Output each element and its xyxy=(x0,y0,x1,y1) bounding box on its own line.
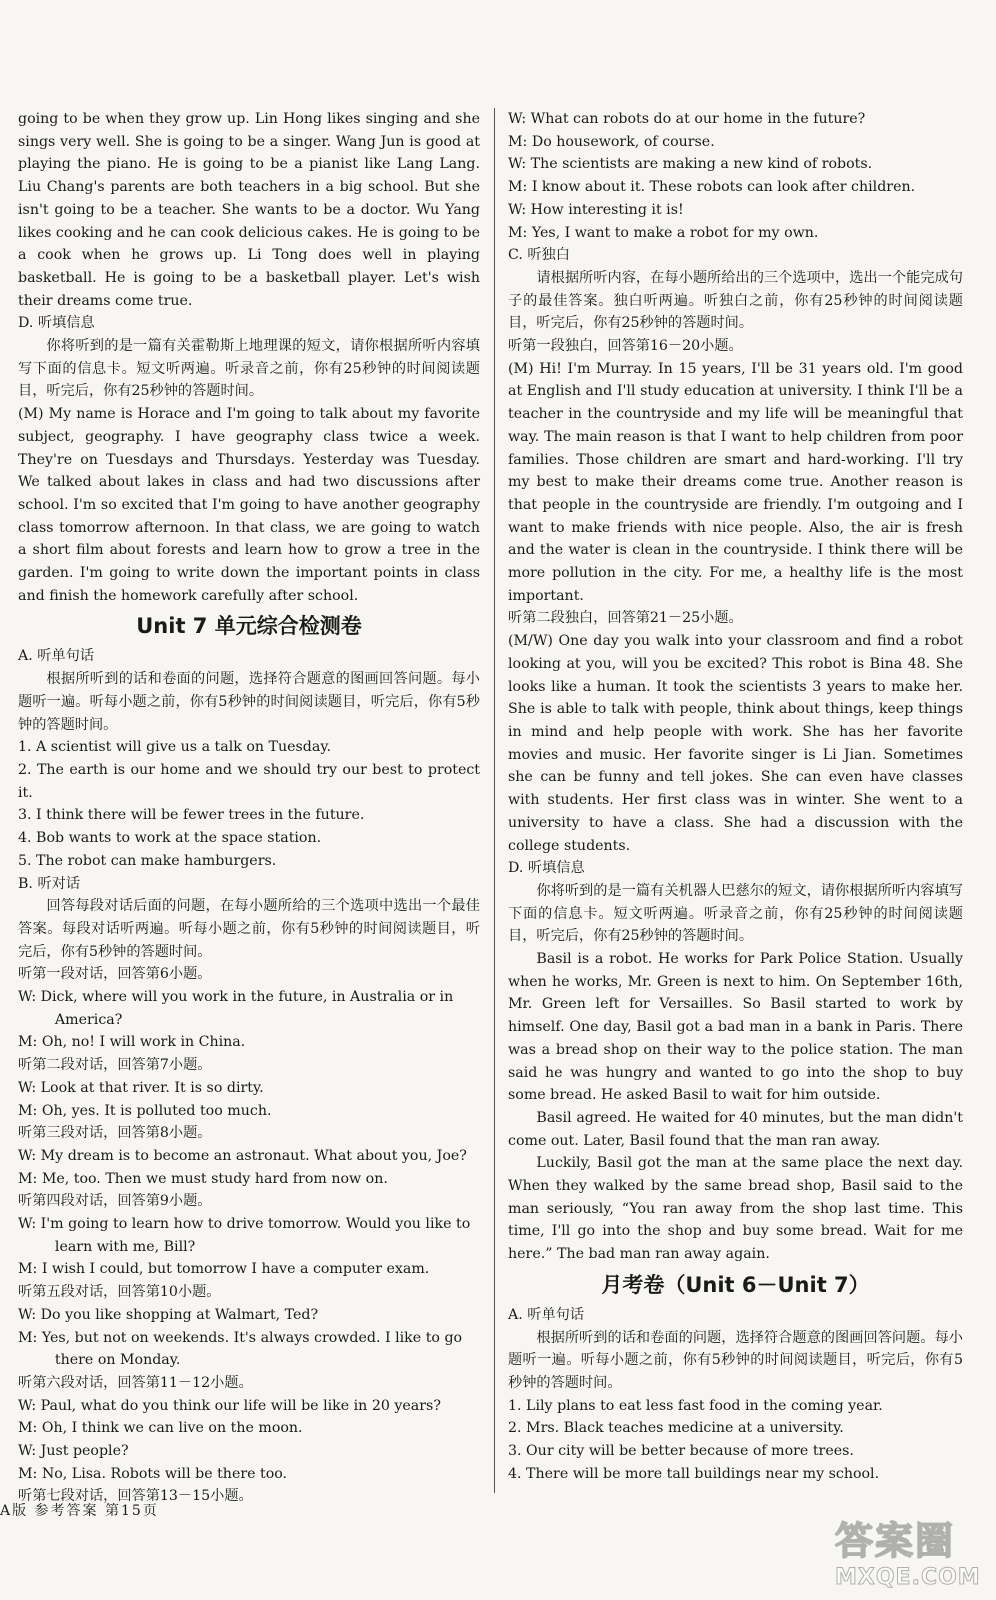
text-paragraph: Basil is a robot. He works for Park Police Station. Usually when he works, Mr. Green is next to him. On September 16th, Mr. Green left for Versailles. So Basil started to work by himself. One day, Basil got a bad man in a bank in Paris. There was a bread shop on their way to the police station. The man said he was hungry and wanted to go into the shop to buy some bread. He asked Basil to wait for him outside. xyxy=(508,951,963,1104)
text-paragraph: 根据所听到的话和卷面的问题，选择符合题意的图画回答问题。每小题听一遍。听每小题之前，你有5秒钟的时间阅读题目，听完后，你有5秒钟的答题时间。 xyxy=(18,671,480,733)
text-paragraph: 听第五段对话，回答第10小题。 xyxy=(18,1284,221,1301)
text-paragraph: going to be when they grow up. Lin Hong likes singing and she sings very well. She is going to be a singer. Wang Jun is good at playing the piano. He is going to be a pianist like Lang Lang. Liu Chang's parents are both teachers in a big school. But she isn't going to be a teacher. She wants to be a doctor. Wu Yang likes cooking and he can cook delicious cakes. He is going to be a cook when he grows up. Li Tong does well in playing basketball. He is going to be a basketball player. Let's wish their dreams come true. xyxy=(18,111,480,309)
text-paragraph: 3. Our city will be better because of more trees. xyxy=(508,1443,854,1460)
text-paragraph: 5. The robot can make hamburgers. xyxy=(18,852,277,869)
text-paragraph: M: No, Lisa. Robots will be there too. xyxy=(18,1465,288,1482)
text-paragraph: 听第四段对话，回答第9小题。 xyxy=(18,1193,212,1210)
page-footer: A版 参考答案 第15页 xyxy=(0,1503,159,1519)
text-paragraph: M: Oh, yes. It is polluted too much. xyxy=(18,1102,272,1119)
watermark-en: MXQE.COM xyxy=(835,1565,981,1590)
text-paragraph: M: Yes, but not on weekends. It's always crowded. I like to go there on Monday. xyxy=(18,1329,463,1369)
text-paragraph: 1. Lily plans to eat less fast food in the coming year. xyxy=(508,1397,883,1414)
text-paragraph: M: I know about it. These robots can look after children. xyxy=(508,179,916,196)
text-paragraph: W: How interesting it is! xyxy=(508,201,684,218)
text-paragraph: W: Look at that river. It is so dirty. xyxy=(18,1079,264,1096)
text-paragraph: 根据所听到的话和卷面的问题，选择符合题意的图画回答问题。每小题听一遍。听每小题之前，你有5秒钟的时间阅读题目，听完后，你有5秒钟的答题时间。 xyxy=(508,1329,963,1391)
text-paragraph: 1. A scientist will give us a talk on Tuesday. xyxy=(18,739,331,756)
left-column xyxy=(18,108,480,1508)
text-paragraph: M: Yes, I want to make a robot for my own. xyxy=(508,224,819,241)
text-paragraph: 回答每段对话后面的问题，在每小题所给的三个选项中选出一个最佳答案。每段对话听两遍。听每小题之前，你有5秒钟的时间阅读题目，听完后，你有5秒钟的答题时间。 xyxy=(18,898,480,960)
text-paragraph: M: I wish I could, but tomorrow I have a computer exam. xyxy=(18,1261,430,1278)
text-paragraph: Basil agreed. He waited for 40 minutes, but the man didn't come out. Later, Basil found that the man ran away. xyxy=(508,1109,963,1149)
text-paragraph: A. 听单句话 xyxy=(508,1306,585,1323)
text-paragraph: M: Do housework, of course. xyxy=(508,133,715,150)
text-paragraph: 4. Bob wants to work at the space station. xyxy=(18,830,322,847)
text-paragraph: 听第二段独白，回答第21－25小题。 xyxy=(508,610,743,627)
text-paragraph: W: Just people? xyxy=(18,1443,129,1460)
watermark-logo xyxy=(835,1510,985,1594)
text-paragraph: W: Dick, where will you work in the future, in Australia or in America? xyxy=(18,989,454,1028)
section-heading: 月考卷（Unit 6－Unit 7） xyxy=(601,1272,870,1297)
text-paragraph: (M) My name is Horace and I'm going to talk about my favorite subject, geography. I have geography class twice a week. They're on Tuesdays and Thursdays. Yesterday was Tuesday. We talked about lakes in class and had two discussions after school. I'm so excited that I'm going to have another geography class tomorrow afternoon. In that class, we are going to watch a short film about forests and learn how to grow a tree in the garden. I'm going to write down the important points in class and finish the homework carefully after school. xyxy=(18,406,480,604)
text-paragraph: 4. There will be more tall buildings near my school. xyxy=(508,1465,880,1482)
column-divider xyxy=(494,108,495,1493)
text-paragraph: D. 听填信息 xyxy=(508,860,585,877)
text-paragraph: W: My dream is to become an astronaut. What about you, Joe? xyxy=(18,1147,467,1164)
text-paragraph: (M) Hi! I'm Murray. In 15 years, I'll be 31 years old. I'm good at English and I'll study education at university. I think I'll be a teacher in the countryside and my life will be meaningful that way. The main reason is that I want to help children from poor families. Those children are smart and hard-working. I'll try my best to make their dreams come true. Another reason is that people in the countryside are friendly. I'm outgoing and I want to make friends with nice people. Also, the air is fresh and the water is clean in the countryside. I think there will be more pollution in the city. For me, a healthy life is the most important. xyxy=(508,360,963,604)
text-paragraph: 你将听到的是一篇有关霍勒斯上地理课的短文，请你根据所听内容填写下面的信息卡。短文听两遍。听录音之前，你有25秒钟的时间阅读题目，听完后，你有25秒钟的答题时间。 xyxy=(18,338,480,400)
text-paragraph: M: Me, too. Then we must study hard from now on. xyxy=(18,1170,388,1187)
text-paragraph: W: Paul, what do you think our life will be like in 20 years? xyxy=(18,1397,441,1414)
text-paragraph: B. 听对话 xyxy=(18,875,81,892)
text-paragraph: W: I'm going to learn how to drive tomorrow. Would you like to learn with me, Bill? xyxy=(18,1216,471,1255)
text-paragraph: 3. I think there will be fewer trees in the future. xyxy=(18,807,365,824)
text-paragraph: M: Oh, I think we can live on the moon. xyxy=(18,1420,303,1437)
text-paragraph: 听第一段独白，回答第16－20小题。 xyxy=(508,338,743,355)
text-paragraph: 2. Mrs. Black teaches medicine at a university. xyxy=(508,1420,844,1437)
text-paragraph: 听第七段对话，回答第13－15小题。 xyxy=(18,1488,253,1505)
text-paragraph: (M/W) One day you walk into your classroom and find a robot looking at you, will you be excited? This robot is Bina 48. She looks like a human. It took the scientists 3 years to make her. She is able to talk with people, think about things, keep things in mind and help people with work. She has her favorite movies and music. Her favorite singer is Li Jian. Sometimes she can be funny and tell jokes. She can even have classes with students. Her first class was in winter. She went to a university to have a class. She had a discussion with the college students. xyxy=(508,633,963,854)
text-paragraph: W: Do you like shopping at Walmart, Ted? xyxy=(18,1306,319,1323)
text-paragraph: A. 听单句话 xyxy=(18,648,95,665)
text-paragraph: 请根据所听内容，在每小题所给出的三个选项中，选出一个能完成句子的最佳答案。独白听两遍。听独白之前，你有25秒钟的时间阅读题目，听完后，你有25秒钟的答题时间。 xyxy=(508,269,963,332)
text-paragraph: 听第三段对话，回答第8小题。 xyxy=(18,1125,212,1142)
text-paragraph: W: The scientists are making a new kind of robots. xyxy=(508,156,873,173)
text-paragraph: W: What can robots do at our home in the future? xyxy=(508,111,866,127)
text-paragraph: C. 听独白 xyxy=(508,247,570,264)
text-paragraph: 听第六段对话，回答第11－12小题。 xyxy=(18,1374,253,1391)
right-column xyxy=(508,108,963,1485)
text-paragraph: 2. The earth is our home and we should try our best to protect it. xyxy=(18,761,480,801)
text-paragraph: 听第二段对话，回答第7小题。 xyxy=(18,1057,212,1074)
text-paragraph: 听第一段对话，回答第6小题。 xyxy=(18,966,212,983)
watermark-cn: 答案圈 xyxy=(835,1519,956,1563)
text-paragraph: D. 听填信息 xyxy=(18,315,95,332)
text-paragraph: M: Oh, no! I will work in China. xyxy=(18,1034,246,1051)
text-paragraph: Luckily, Basil got the man at the same place the next day. When they walked by the same bread shop, Basil said to the man seriously, “You ran away from the shop last time. This time, I'll go into the shop and buy some bread. Wait for me here.” The bad man ran away again. xyxy=(508,1155,963,1263)
section-heading: Unit 7 单元综合检测卷 xyxy=(136,614,362,639)
text-paragraph: 你将听到的是一篇有关机器人巴慈尔的短文，请你根据所听内容填写下面的信息卡。短文听两遍。听录音之前，你有25秒钟的时间阅读题目，听完后，你有25秒钟的答题时间。 xyxy=(508,882,963,945)
